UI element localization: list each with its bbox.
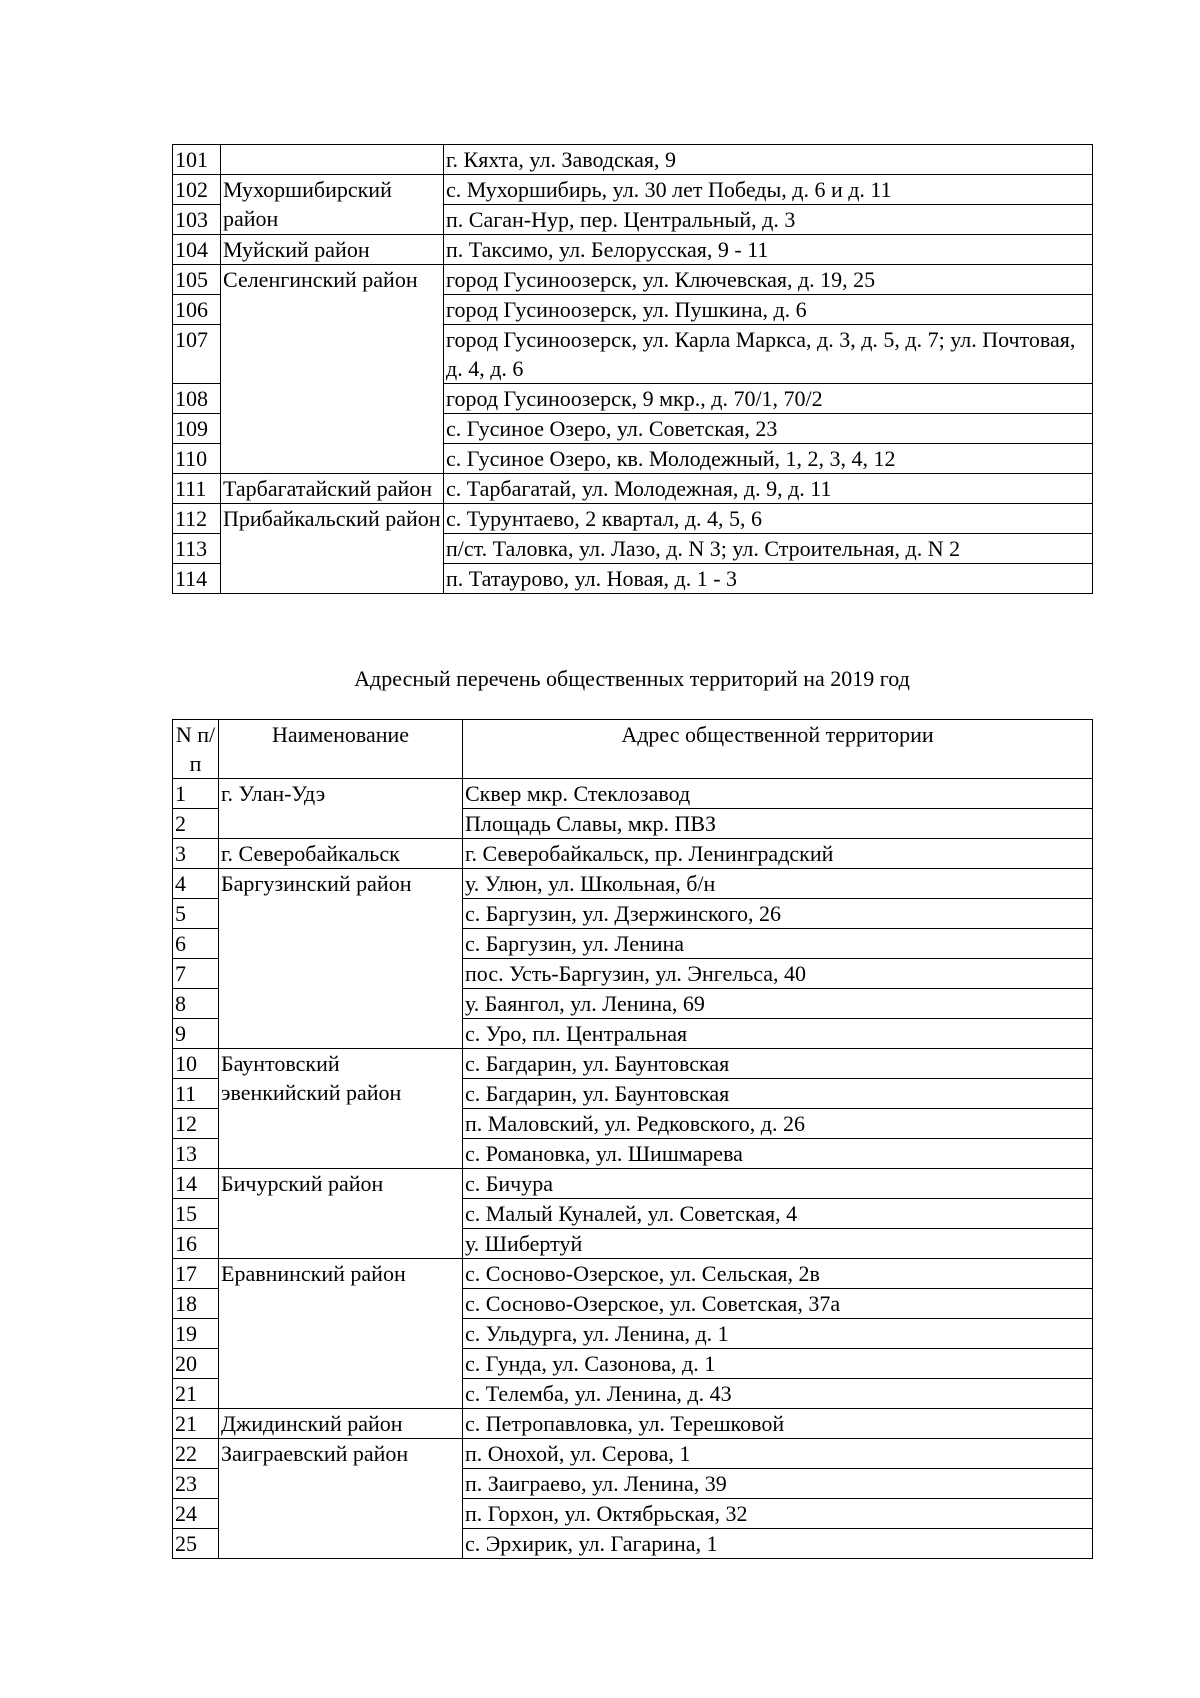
row-number: 18 [173,1289,219,1319]
row-number: 4 [173,869,219,899]
address-cell: п. Заиграево, ул. Ленина, 39 [463,1469,1093,1499]
table-row [173,504,1093,534]
address-cell: с. Романовка, ул. Шишмарева [463,1139,1093,1169]
address-cell: с. Багдарин, ул. Баунтовская [463,1049,1093,1079]
row-number: 111 [173,474,221,504]
name-cell: г. Улан-Удэ [219,779,463,839]
address-cell: с. Гусиное Озеро, кв. Молодежный, 1, 2, 3, 4, 12 [444,444,1093,474]
name-cell: Заиграевский район [219,1439,463,1559]
address-cell: с. Гунда, ул. Сазонова, д. 1 [463,1349,1093,1379]
name-cell: г. Северобайкальск [219,839,463,869]
row-number: 21 [173,1409,219,1439]
address-cell: г. Северобайкальск, пр. Ленинградский [463,839,1093,869]
address-cell: с. Малый Куналей, ул. Советская, 4 [463,1199,1093,1229]
row-number: 101 [173,145,221,175]
address-cell: с. Сосново-Озерское, ул. Советская, 37а [463,1289,1093,1319]
row-number: 24 [173,1499,219,1529]
row-number: 10 [173,1049,219,1079]
address-cell: с. Уро, пл. Центральная [463,1019,1093,1049]
table-row [173,839,1093,869]
row-number: 109 [173,414,221,444]
row-number: 6 [173,929,219,959]
row-number: 13 [173,1139,219,1169]
name-cell: Баунтовский эвенкийский район [219,1049,463,1169]
address-cell: с. Эрхирик, ул. Гагарина, 1 [463,1529,1093,1559]
row-number: 112 [173,504,221,534]
row-number: 3 [173,839,219,869]
row-number: 12 [173,1109,219,1139]
row-number: 16 [173,1229,219,1259]
district-cell: Мухоршибирский район [221,175,444,235]
name-cell: Еравнинский район [219,1259,463,1409]
address-cell: с. Телемба, ул. Ленина, д. 43 [463,1379,1093,1409]
address-cell: с. Тарбагатай, ул. Молодежная, д. 9, д. 11 [444,474,1093,504]
table-row [173,145,1093,175]
name-cell: Баргузинский район [219,869,463,1049]
table-row [173,779,1093,809]
table-row [173,869,1093,899]
row-number: 2 [173,809,219,839]
row-number: 105 [173,265,221,295]
address-cell: с. Ульдурга, ул. Ленина, д. 1 [463,1319,1093,1349]
table-row [173,474,1093,504]
address-cell: п. Горхон, ул. Октябрьская, 32 [463,1499,1093,1529]
row-number: 7 [173,959,219,989]
name-cell: Бичурский район [219,1169,463,1259]
row-number: 1 [173,779,219,809]
address-cell: с. Баргузин, ул. Ленина [463,929,1093,959]
address-cell: город Гусиноозерск, ул. Ключевская, д. 19, 25 [444,265,1093,295]
table-row [173,235,1093,265]
address-cell: с. Гусиное Озеро, ул. Советская, 23 [444,414,1093,444]
address-cell: у. Шибертуй [463,1229,1093,1259]
row-number: 106 [173,295,221,325]
address-cell: с. Сосново-Озерское, ул. Сельская, 2в [463,1259,1093,1289]
row-number: 8 [173,989,219,1019]
address-cell: город Гусиноозерск, ул. Пушкина, д. 6 [444,295,1093,325]
row-number: 114 [173,564,221,594]
table-header-row [173,720,1093,779]
row-number: 108 [173,384,221,414]
row-number: 22 [173,1439,219,1469]
address-cell: п. Саган-Нур, пер. Центральный, д. 3 [444,205,1093,235]
district-cell: Тарбагатайский район [221,474,444,504]
address-cell: у. Баянгол, ул. Ленина, 69 [463,989,1093,1019]
row-number: 25 [173,1529,219,1559]
address-cell: п/ст. Таловка, ул. Лазо, д. N 3; ул. Строительная, д. N 2 [444,534,1093,564]
row-number: 23 [173,1469,219,1499]
row-number: 15 [173,1199,219,1229]
table-row [173,1439,1093,1469]
address-cell: с. Турунтаево, 2 квартал, д. 4, 5, 6 [444,504,1093,534]
address-cell: у. Улюн, ул. Школьная, б/н [463,869,1093,899]
table-row [173,265,1093,295]
address-cell: с. Багдарин, ул. Баунтовская [463,1079,1093,1109]
district-cell: Муйский район [221,235,444,265]
address-cell: п. Маловский, ул. Редковского, д. 26 [463,1109,1093,1139]
address-cell: Сквер мкр. Стеклозавод [463,779,1093,809]
row-number: 14 [173,1169,219,1199]
row-number: 102 [173,175,221,205]
row-number: 103 [173,205,221,235]
address-cell: с. Баргузин, ул. Дзержинского, 26 [463,899,1093,929]
table-row [173,1409,1093,1439]
row-number: 113 [173,534,221,564]
address-cell: город Гусиноозерск, 9 мкр., д. 70/1, 70/2 [444,384,1093,414]
address-cell: п. Татаурово, ул. Новая, д. 1 - 3 [444,564,1093,594]
section-title: Адресный перечень общественных территорий на 2019 год [354,666,910,691]
address-cell: с. Бичура [463,1169,1093,1199]
row-number: 20 [173,1349,219,1379]
address-cell: п. Таксимо, ул. Белорусская, 9 - 11 [444,235,1093,265]
address-cell: с. Петропавловка, ул. Терешковой [463,1409,1093,1439]
table-row [173,1049,1093,1079]
address-cell: г. Кяхта, ул. Заводская, 9 [444,145,1093,175]
table-row [173,1259,1093,1289]
row-number: 110 [173,444,221,474]
table-row [173,1169,1093,1199]
header-name: Наименование [219,720,463,779]
public-territories-table [172,719,1093,1559]
address-cell: с. Мухоршибирь, ул. 30 лет Победы, д. 6 и д. 11 [444,175,1093,205]
table-row [173,175,1093,205]
header-address: Адрес общественной территории [463,720,1093,779]
row-number: 11 [173,1079,219,1109]
address-cell: Площадь Славы, мкр. ПВЗ [463,809,1093,839]
district-cell: Прибайкальский район [221,504,444,594]
row-number: 19 [173,1319,219,1349]
row-number: 21 [173,1379,219,1409]
row-number: 9 [173,1019,219,1049]
district-cell: Селенгинский район [221,265,444,474]
row-number: 104 [173,235,221,265]
row-number: 107 [173,325,221,384]
name-cell: Джидинский район [219,1409,463,1439]
address-cell: город Гусиноозерск, ул. Карла Маркса, д. 3, д. 5, д. 7; ул. Почтовая, д. 4, д. 6 [444,325,1093,384]
row-number: 5 [173,899,219,929]
addresses-table-continued [172,144,1093,594]
address-cell: п. Онохой, ул. Серова, 1 [463,1439,1093,1469]
address-cell: пос. Усть-Баргузин, ул. Энгельса, 40 [463,959,1093,989]
row-number: 17 [173,1259,219,1289]
header-number: N п/п [173,720,219,779]
district-cell [221,145,444,175]
